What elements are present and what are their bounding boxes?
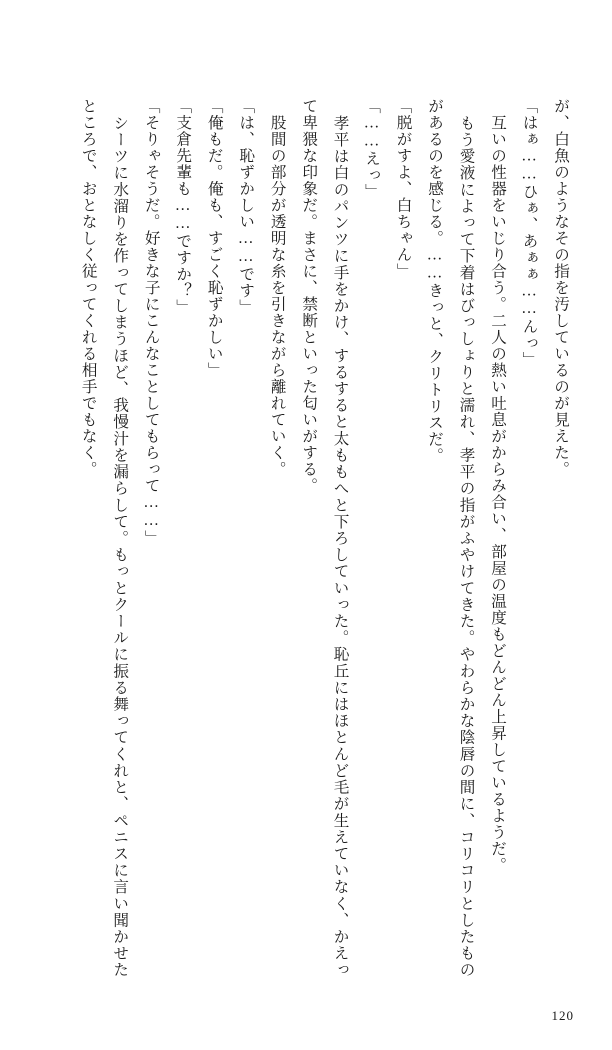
paragraph: 「支倉先輩も……ですか？」 [174, 98, 192, 316]
paragraph: もう愛液によって下着はびっしょりと濡れ、孝平の指がふやけてきた。やわらかな陰唇の間に、コリコリとしたものがあるのを感じる。……きっと、クリトリスだ。 [426, 98, 475, 978]
paragraph: 孝平は白のパンツに手をかけ、するすると太ももへと下ろしていった。恥丘にはほとんど毛が生えていなく、かえって卑猥な印象だ。まさに、禁断といった匂いがする。 [300, 98, 349, 978]
paragraph: 互いの性器をいじり合う。二人の熱い吐息がからみ合い、部屋の温度もどんどん上昇しているようだ。 [489, 98, 507, 874]
paragraph: 「俺もだ。俺も、すごく恥ずかしい」 [205, 98, 223, 379]
paragraph: 「はぁ……ひぁ、あぁぁ……んっ」 [520, 98, 538, 368]
paragraph: 「は、恥ずかしい……です」 [237, 98, 255, 316]
paragraph: 「……えっ」 [363, 98, 381, 200]
paragraph: 「そりゃそうだ。好きな子にこんなことしてもらって……」 [142, 98, 160, 547]
paragraph: が、白魚のようなその指を汚しているのが見えた。 [552, 98, 569, 478]
paragraph: 「脱がすよ、白ちゃん」 [394, 98, 412, 280]
paragraph: 股間の部分が透明な糸を引きながら離れていく。 [268, 98, 286, 478]
vertical-text-body [62, 98, 576, 978]
page-number: 120 [551, 1008, 574, 1023]
paragraph: シーツに水溜りを作ってしまうほど、我慢汁を漏らして。もっとクールに振る舞ってくれと、ペニスに言い聞かせたところで、おとなしく従ってくれる相手でもなく。 [79, 98, 129, 978]
